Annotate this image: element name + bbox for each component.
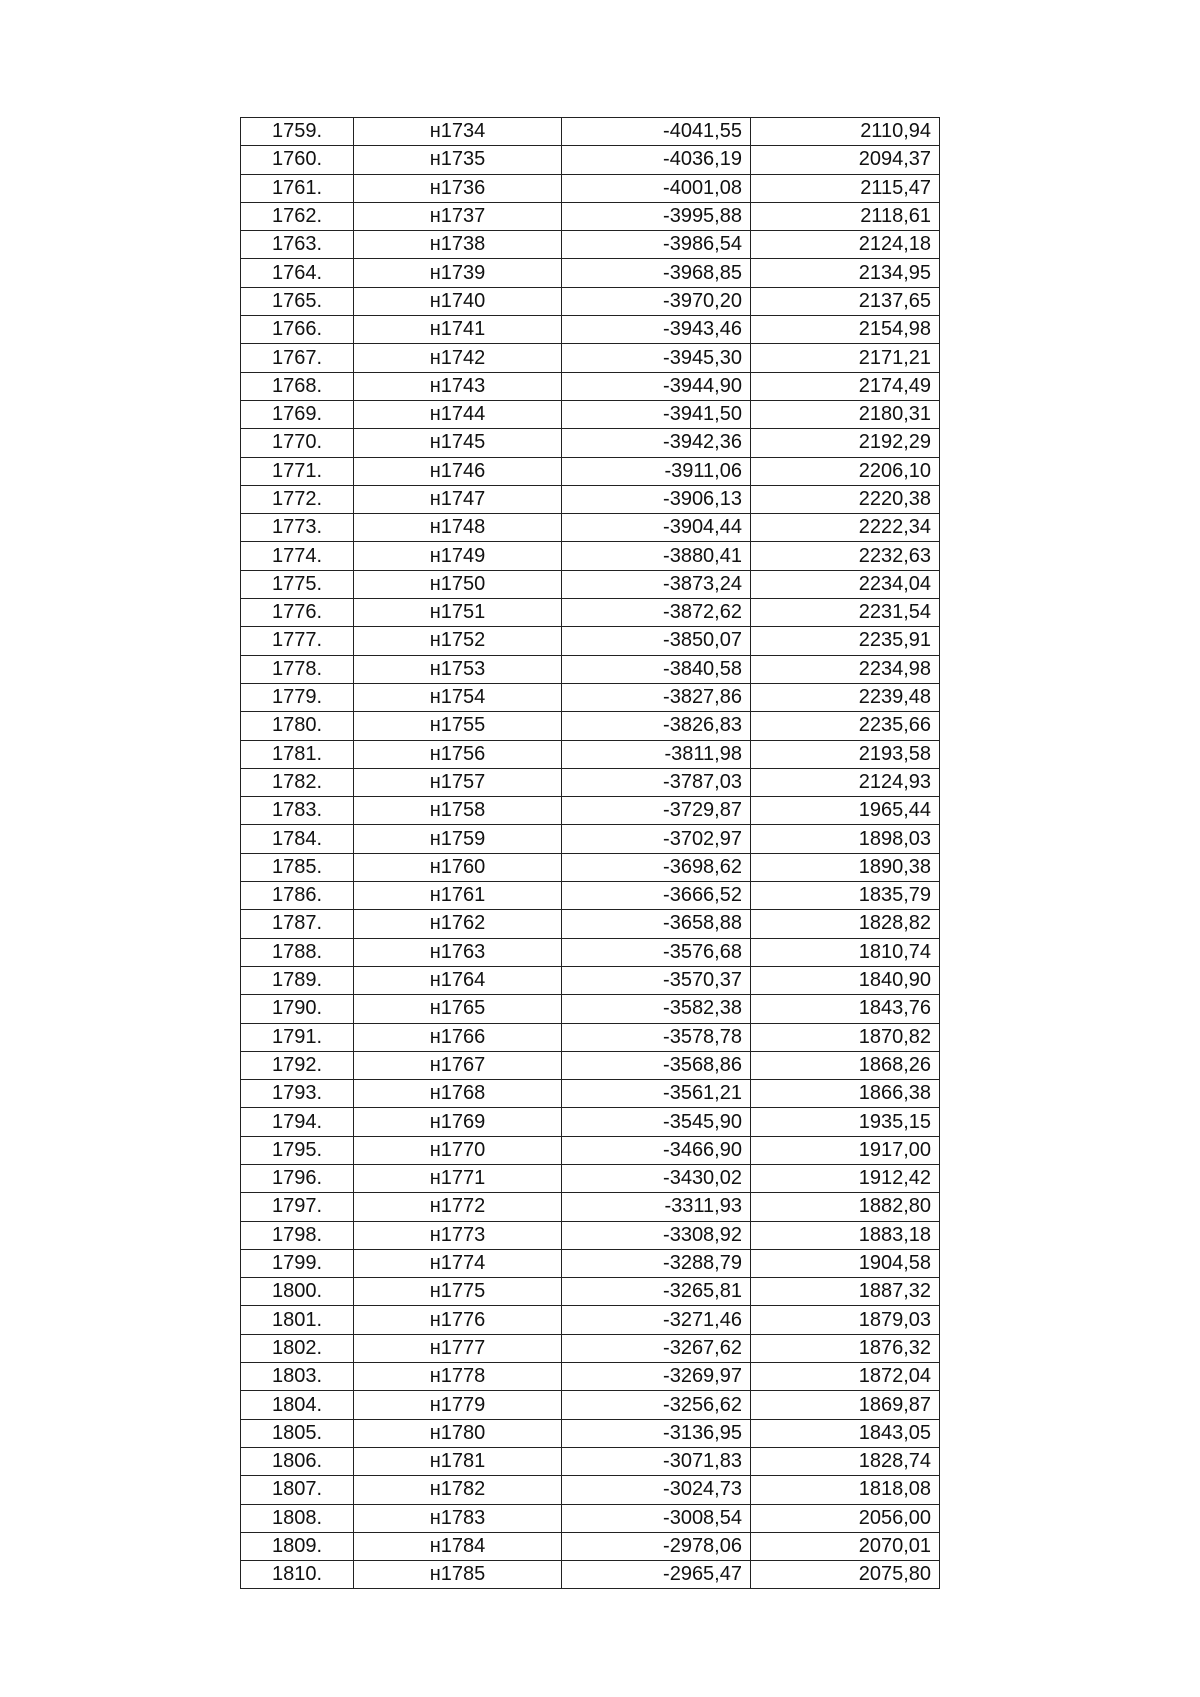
- table-row: [241, 853, 940, 881]
- point-name-cell: н1742: [354, 344, 562, 372]
- x-coordinate-cell: -3906,13: [562, 485, 751, 513]
- point-name-cell: н1766: [354, 1023, 562, 1051]
- table-row: [241, 599, 940, 627]
- row-number-cell: 1801.: [241, 1306, 354, 1334]
- y-coordinate-cell: 2234,98: [751, 655, 940, 683]
- y-coordinate-cell: 1835,79: [751, 882, 940, 910]
- point-name-cell: н1772: [354, 1193, 562, 1221]
- y-coordinate-cell: 1828,82: [751, 910, 940, 938]
- x-coordinate-cell: -3561,21: [562, 1080, 751, 1108]
- point-name-cell: н1770: [354, 1136, 562, 1164]
- y-coordinate-cell: 2171,21: [751, 344, 940, 372]
- table-row: [241, 1193, 940, 1221]
- y-coordinate-cell: 2235,66: [751, 712, 940, 740]
- row-number-cell: 1778.: [241, 655, 354, 683]
- y-coordinate-cell: 1872,04: [751, 1363, 940, 1391]
- row-number-cell: 1805.: [241, 1419, 354, 1447]
- point-name-cell: н1753: [354, 655, 562, 683]
- x-coordinate-cell: -3271,46: [562, 1306, 751, 1334]
- row-number-cell: 1802.: [241, 1334, 354, 1362]
- table-row: [241, 1249, 940, 1277]
- x-coordinate-cell: -3698,62: [562, 853, 751, 881]
- y-coordinate-cell: 1869,87: [751, 1391, 940, 1419]
- table-row: [241, 429, 940, 457]
- y-coordinate-cell: 2193,58: [751, 740, 940, 768]
- x-coordinate-cell: -3265,81: [562, 1278, 751, 1306]
- point-name-cell: н1750: [354, 570, 562, 598]
- x-coordinate-cell: -4041,55: [562, 118, 751, 146]
- table-row: [241, 995, 940, 1023]
- table-row: [241, 938, 940, 966]
- y-coordinate-cell: 2180,31: [751, 400, 940, 428]
- row-number-cell: 1764.: [241, 259, 354, 287]
- row-number-cell: 1799.: [241, 1249, 354, 1277]
- table-row: [241, 372, 940, 400]
- table-row: [241, 1532, 940, 1560]
- row-number-cell: 1789.: [241, 966, 354, 994]
- row-number-cell: 1762.: [241, 202, 354, 230]
- table-row: [241, 542, 940, 570]
- point-name-cell: н1738: [354, 231, 562, 259]
- table-row: [241, 797, 940, 825]
- y-coordinate-cell: 2232,63: [751, 542, 940, 570]
- coordinates-table-body: [241, 118, 940, 1589]
- table-row: [241, 712, 940, 740]
- row-number-cell: 1803.: [241, 1363, 354, 1391]
- y-coordinate-cell: 1818,08: [751, 1476, 940, 1504]
- table-row: [241, 457, 940, 485]
- x-coordinate-cell: -3945,30: [562, 344, 751, 372]
- point-name-cell: н1746: [354, 457, 562, 485]
- y-coordinate-cell: 2124,18: [751, 231, 940, 259]
- row-number-cell: 1780.: [241, 712, 354, 740]
- point-name-cell: н1761: [354, 882, 562, 910]
- row-number-cell: 1795.: [241, 1136, 354, 1164]
- y-coordinate-cell: 2124,93: [751, 768, 940, 796]
- y-coordinate-cell: 2174,49: [751, 372, 940, 400]
- x-coordinate-cell: -3729,87: [562, 797, 751, 825]
- point-name-cell: н1758: [354, 797, 562, 825]
- y-coordinate-cell: 1879,03: [751, 1306, 940, 1334]
- point-name-cell: н1767: [354, 1051, 562, 1079]
- table-row: [241, 1363, 940, 1391]
- x-coordinate-cell: -3968,85: [562, 259, 751, 287]
- x-coordinate-cell: -3811,98: [562, 740, 751, 768]
- point-name-cell: н1769: [354, 1108, 562, 1136]
- x-coordinate-cell: -4001,08: [562, 174, 751, 202]
- point-name-cell: н1739: [354, 259, 562, 287]
- y-coordinate-cell: 1810,74: [751, 938, 940, 966]
- table-row: [241, 1334, 940, 1362]
- y-coordinate-cell: 1917,00: [751, 1136, 940, 1164]
- y-coordinate-cell: 2235,91: [751, 627, 940, 655]
- table-row: [241, 287, 940, 315]
- row-number-cell: 1774.: [241, 542, 354, 570]
- point-name-cell: н1768: [354, 1080, 562, 1108]
- row-number-cell: 1768.: [241, 372, 354, 400]
- y-coordinate-cell: 1843,76: [751, 995, 940, 1023]
- point-name-cell: н1745: [354, 429, 562, 457]
- point-name-cell: н1760: [354, 853, 562, 881]
- row-number-cell: 1759.: [241, 118, 354, 146]
- y-coordinate-cell: 2234,04: [751, 570, 940, 598]
- y-coordinate-cell: 1840,90: [751, 966, 940, 994]
- row-number-cell: 1785.: [241, 853, 354, 881]
- x-coordinate-cell: -3311,93: [562, 1193, 751, 1221]
- point-name-cell: н1773: [354, 1221, 562, 1249]
- table-row: [241, 683, 940, 711]
- y-coordinate-cell: 1876,32: [751, 1334, 940, 1362]
- x-coordinate-cell: -3995,88: [562, 202, 751, 230]
- row-number-cell: 1763.: [241, 231, 354, 259]
- x-coordinate-cell: -3872,62: [562, 599, 751, 627]
- point-name-cell: н1777: [354, 1334, 562, 1362]
- x-coordinate-cell: -3787,03: [562, 768, 751, 796]
- y-coordinate-cell: 2222,34: [751, 514, 940, 542]
- table-row: [241, 485, 940, 513]
- point-name-cell: н1748: [354, 514, 562, 542]
- row-number-cell: 1797.: [241, 1193, 354, 1221]
- point-name-cell: н1763: [354, 938, 562, 966]
- table-row: [241, 1447, 940, 1475]
- row-number-cell: 1808.: [241, 1504, 354, 1532]
- y-coordinate-cell: 2239,48: [751, 683, 940, 711]
- point-name-cell: н1735: [354, 146, 562, 174]
- x-coordinate-cell: -3568,86: [562, 1051, 751, 1079]
- y-coordinate-cell: 2110,94: [751, 118, 940, 146]
- point-name-cell: н1749: [354, 542, 562, 570]
- x-coordinate-cell: -3267,62: [562, 1334, 751, 1362]
- point-name-cell: н1737: [354, 202, 562, 230]
- y-coordinate-cell: 1866,38: [751, 1080, 940, 1108]
- point-name-cell: н1765: [354, 995, 562, 1023]
- x-coordinate-cell: -3582,38: [562, 995, 751, 1023]
- x-coordinate-cell: -3827,86: [562, 683, 751, 711]
- row-number-cell: 1790.: [241, 995, 354, 1023]
- y-coordinate-cell: 1868,26: [751, 1051, 940, 1079]
- point-name-cell: н1741: [354, 316, 562, 344]
- x-coordinate-cell: -3256,62: [562, 1391, 751, 1419]
- point-name-cell: н1771: [354, 1164, 562, 1192]
- table-row: [241, 1504, 940, 1532]
- table-row: [241, 259, 940, 287]
- y-coordinate-cell: 2115,47: [751, 174, 940, 202]
- x-coordinate-cell: -3986,54: [562, 231, 751, 259]
- point-name-cell: н1764: [354, 966, 562, 994]
- y-coordinate-cell: 1882,80: [751, 1193, 940, 1221]
- x-coordinate-cell: -3071,83: [562, 1447, 751, 1475]
- x-coordinate-cell: -3904,44: [562, 514, 751, 542]
- point-name-cell: н1736: [354, 174, 562, 202]
- y-coordinate-cell: 1843,05: [751, 1419, 940, 1447]
- row-number-cell: 1798.: [241, 1221, 354, 1249]
- row-number-cell: 1783.: [241, 797, 354, 825]
- point-name-cell: н1785: [354, 1561, 562, 1589]
- table-row: [241, 1108, 940, 1136]
- x-coordinate-cell: -4036,19: [562, 146, 751, 174]
- point-name-cell: н1784: [354, 1532, 562, 1560]
- row-number-cell: 1792.: [241, 1051, 354, 1079]
- row-number-cell: 1807.: [241, 1476, 354, 1504]
- row-number-cell: 1804.: [241, 1391, 354, 1419]
- point-name-cell: н1780: [354, 1419, 562, 1447]
- row-number-cell: 1769.: [241, 400, 354, 428]
- table-row: [241, 627, 940, 655]
- y-coordinate-cell: 2137,65: [751, 287, 940, 315]
- row-number-cell: 1776.: [241, 599, 354, 627]
- y-coordinate-cell: 2231,54: [751, 599, 940, 627]
- table-row: [241, 174, 940, 202]
- point-name-cell: н1751: [354, 599, 562, 627]
- y-coordinate-cell: 2192,29: [751, 429, 940, 457]
- row-number-cell: 1779.: [241, 683, 354, 711]
- y-coordinate-cell: 2118,61: [751, 202, 940, 230]
- row-number-cell: 1809.: [241, 1532, 354, 1560]
- point-name-cell: н1757: [354, 768, 562, 796]
- row-number-cell: 1760.: [241, 146, 354, 174]
- table-row: [241, 1278, 940, 1306]
- x-coordinate-cell: -3466,90: [562, 1136, 751, 1164]
- x-coordinate-cell: -3308,92: [562, 1221, 751, 1249]
- row-number-cell: 1784.: [241, 825, 354, 853]
- y-coordinate-cell: 1965,44: [751, 797, 940, 825]
- x-coordinate-cell: -3702,97: [562, 825, 751, 853]
- x-coordinate-cell: -3576,68: [562, 938, 751, 966]
- table-row: [241, 202, 940, 230]
- row-number-cell: 1766.: [241, 316, 354, 344]
- y-coordinate-cell: 2075,80: [751, 1561, 940, 1589]
- y-coordinate-cell: 1898,03: [751, 825, 940, 853]
- y-coordinate-cell: 1912,42: [751, 1164, 940, 1192]
- x-coordinate-cell: -3880,41: [562, 542, 751, 570]
- x-coordinate-cell: -3136,95: [562, 1419, 751, 1447]
- row-number-cell: 1791.: [241, 1023, 354, 1051]
- point-name-cell: н1740: [354, 287, 562, 315]
- row-number-cell: 1767.: [241, 344, 354, 372]
- x-coordinate-cell: -3942,36: [562, 429, 751, 457]
- x-coordinate-cell: -3570,37: [562, 966, 751, 994]
- point-name-cell: н1743: [354, 372, 562, 400]
- x-coordinate-cell: -3008,54: [562, 1504, 751, 1532]
- y-coordinate-cell: 2206,10: [751, 457, 940, 485]
- coordinates-table: [240, 117, 940, 1589]
- point-name-cell: н1755: [354, 712, 562, 740]
- row-number-cell: 1800.: [241, 1278, 354, 1306]
- row-number-cell: 1777.: [241, 627, 354, 655]
- table-row: [241, 740, 940, 768]
- point-name-cell: н1734: [354, 118, 562, 146]
- point-name-cell: н1774: [354, 1249, 562, 1277]
- y-coordinate-cell: 1828,74: [751, 1447, 940, 1475]
- point-name-cell: н1752: [354, 627, 562, 655]
- table-row: [241, 910, 940, 938]
- table-row: [241, 1306, 940, 1334]
- table-row: [241, 1164, 940, 1192]
- row-number-cell: 1772.: [241, 485, 354, 513]
- row-number-cell: 1781.: [241, 740, 354, 768]
- x-coordinate-cell: -3970,20: [562, 287, 751, 315]
- point-name-cell: н1759: [354, 825, 562, 853]
- y-coordinate-cell: 1887,32: [751, 1278, 940, 1306]
- row-number-cell: 1806.: [241, 1447, 354, 1475]
- y-coordinate-cell: 1904,58: [751, 1249, 940, 1277]
- x-coordinate-cell: -3269,97: [562, 1363, 751, 1391]
- row-number-cell: 1788.: [241, 938, 354, 966]
- table-row: [241, 570, 940, 598]
- table-row: [241, 966, 940, 994]
- table-row: [241, 146, 940, 174]
- row-number-cell: 1786.: [241, 882, 354, 910]
- x-coordinate-cell: -3658,88: [562, 910, 751, 938]
- row-number-cell: 1794.: [241, 1108, 354, 1136]
- point-name-cell: н1754: [354, 683, 562, 711]
- x-coordinate-cell: -3430,02: [562, 1164, 751, 1192]
- y-coordinate-cell: 2154,98: [751, 316, 940, 344]
- y-coordinate-cell: 2220,38: [751, 485, 940, 513]
- x-coordinate-cell: -3911,06: [562, 457, 751, 485]
- table-row: [241, 768, 940, 796]
- row-number-cell: 1810.: [241, 1561, 354, 1589]
- x-coordinate-cell: -3840,58: [562, 655, 751, 683]
- y-coordinate-cell: 1890,38: [751, 853, 940, 881]
- row-number-cell: 1782.: [241, 768, 354, 796]
- y-coordinate-cell: 1883,18: [751, 1221, 940, 1249]
- point-name-cell: н1776: [354, 1306, 562, 1334]
- table-row: [241, 1391, 940, 1419]
- x-coordinate-cell: -3545,90: [562, 1108, 751, 1136]
- table-row: [241, 231, 940, 259]
- table-row: [241, 1051, 940, 1079]
- point-name-cell: н1744: [354, 400, 562, 428]
- x-coordinate-cell: -3288,79: [562, 1249, 751, 1277]
- table-row: [241, 1023, 940, 1051]
- table-row: [241, 1221, 940, 1249]
- x-coordinate-cell: -3873,24: [562, 570, 751, 598]
- x-coordinate-cell: -3024,73: [562, 1476, 751, 1504]
- point-name-cell: н1762: [354, 910, 562, 938]
- row-number-cell: 1765.: [241, 287, 354, 315]
- table-row: [241, 400, 940, 428]
- point-name-cell: н1747: [354, 485, 562, 513]
- table-row: [241, 1476, 940, 1504]
- table-row: [241, 118, 940, 146]
- table-row: [241, 316, 940, 344]
- y-coordinate-cell: 2094,37: [751, 146, 940, 174]
- y-coordinate-cell: 2070,01: [751, 1532, 940, 1560]
- row-number-cell: 1787.: [241, 910, 354, 938]
- x-coordinate-cell: -3941,50: [562, 400, 751, 428]
- point-name-cell: н1781: [354, 1447, 562, 1475]
- y-coordinate-cell: 2056,00: [751, 1504, 940, 1532]
- x-coordinate-cell: -3850,07: [562, 627, 751, 655]
- point-name-cell: н1779: [354, 1391, 562, 1419]
- point-name-cell: н1783: [354, 1504, 562, 1532]
- x-coordinate-cell: -3944,90: [562, 372, 751, 400]
- table-row: [241, 655, 940, 683]
- table-row: [241, 1561, 940, 1589]
- point-name-cell: н1775: [354, 1278, 562, 1306]
- table-row: [241, 825, 940, 853]
- point-name-cell: н1782: [354, 1476, 562, 1504]
- table-row: [241, 1136, 940, 1164]
- x-coordinate-cell: -3578,78: [562, 1023, 751, 1051]
- y-coordinate-cell: 1870,82: [751, 1023, 940, 1051]
- table-row: [241, 514, 940, 542]
- table-row: [241, 1419, 940, 1447]
- row-number-cell: 1773.: [241, 514, 354, 542]
- x-coordinate-cell: -3826,83: [562, 712, 751, 740]
- row-number-cell: 1775.: [241, 570, 354, 598]
- point-name-cell: н1778: [354, 1363, 562, 1391]
- y-coordinate-cell: 1935,15: [751, 1108, 940, 1136]
- x-coordinate-cell: -2965,47: [562, 1561, 751, 1589]
- row-number-cell: 1796.: [241, 1164, 354, 1192]
- row-number-cell: 1793.: [241, 1080, 354, 1108]
- table-row: [241, 1080, 940, 1108]
- row-number-cell: 1770.: [241, 429, 354, 457]
- y-coordinate-cell: 2134,95: [751, 259, 940, 287]
- x-coordinate-cell: -3943,46: [562, 316, 751, 344]
- x-coordinate-cell: -2978,06: [562, 1532, 751, 1560]
- x-coordinate-cell: -3666,52: [562, 882, 751, 910]
- row-number-cell: 1771.: [241, 457, 354, 485]
- point-name-cell: н1756: [354, 740, 562, 768]
- table-row: [241, 344, 940, 372]
- table-row: [241, 882, 940, 910]
- row-number-cell: 1761.: [241, 174, 354, 202]
